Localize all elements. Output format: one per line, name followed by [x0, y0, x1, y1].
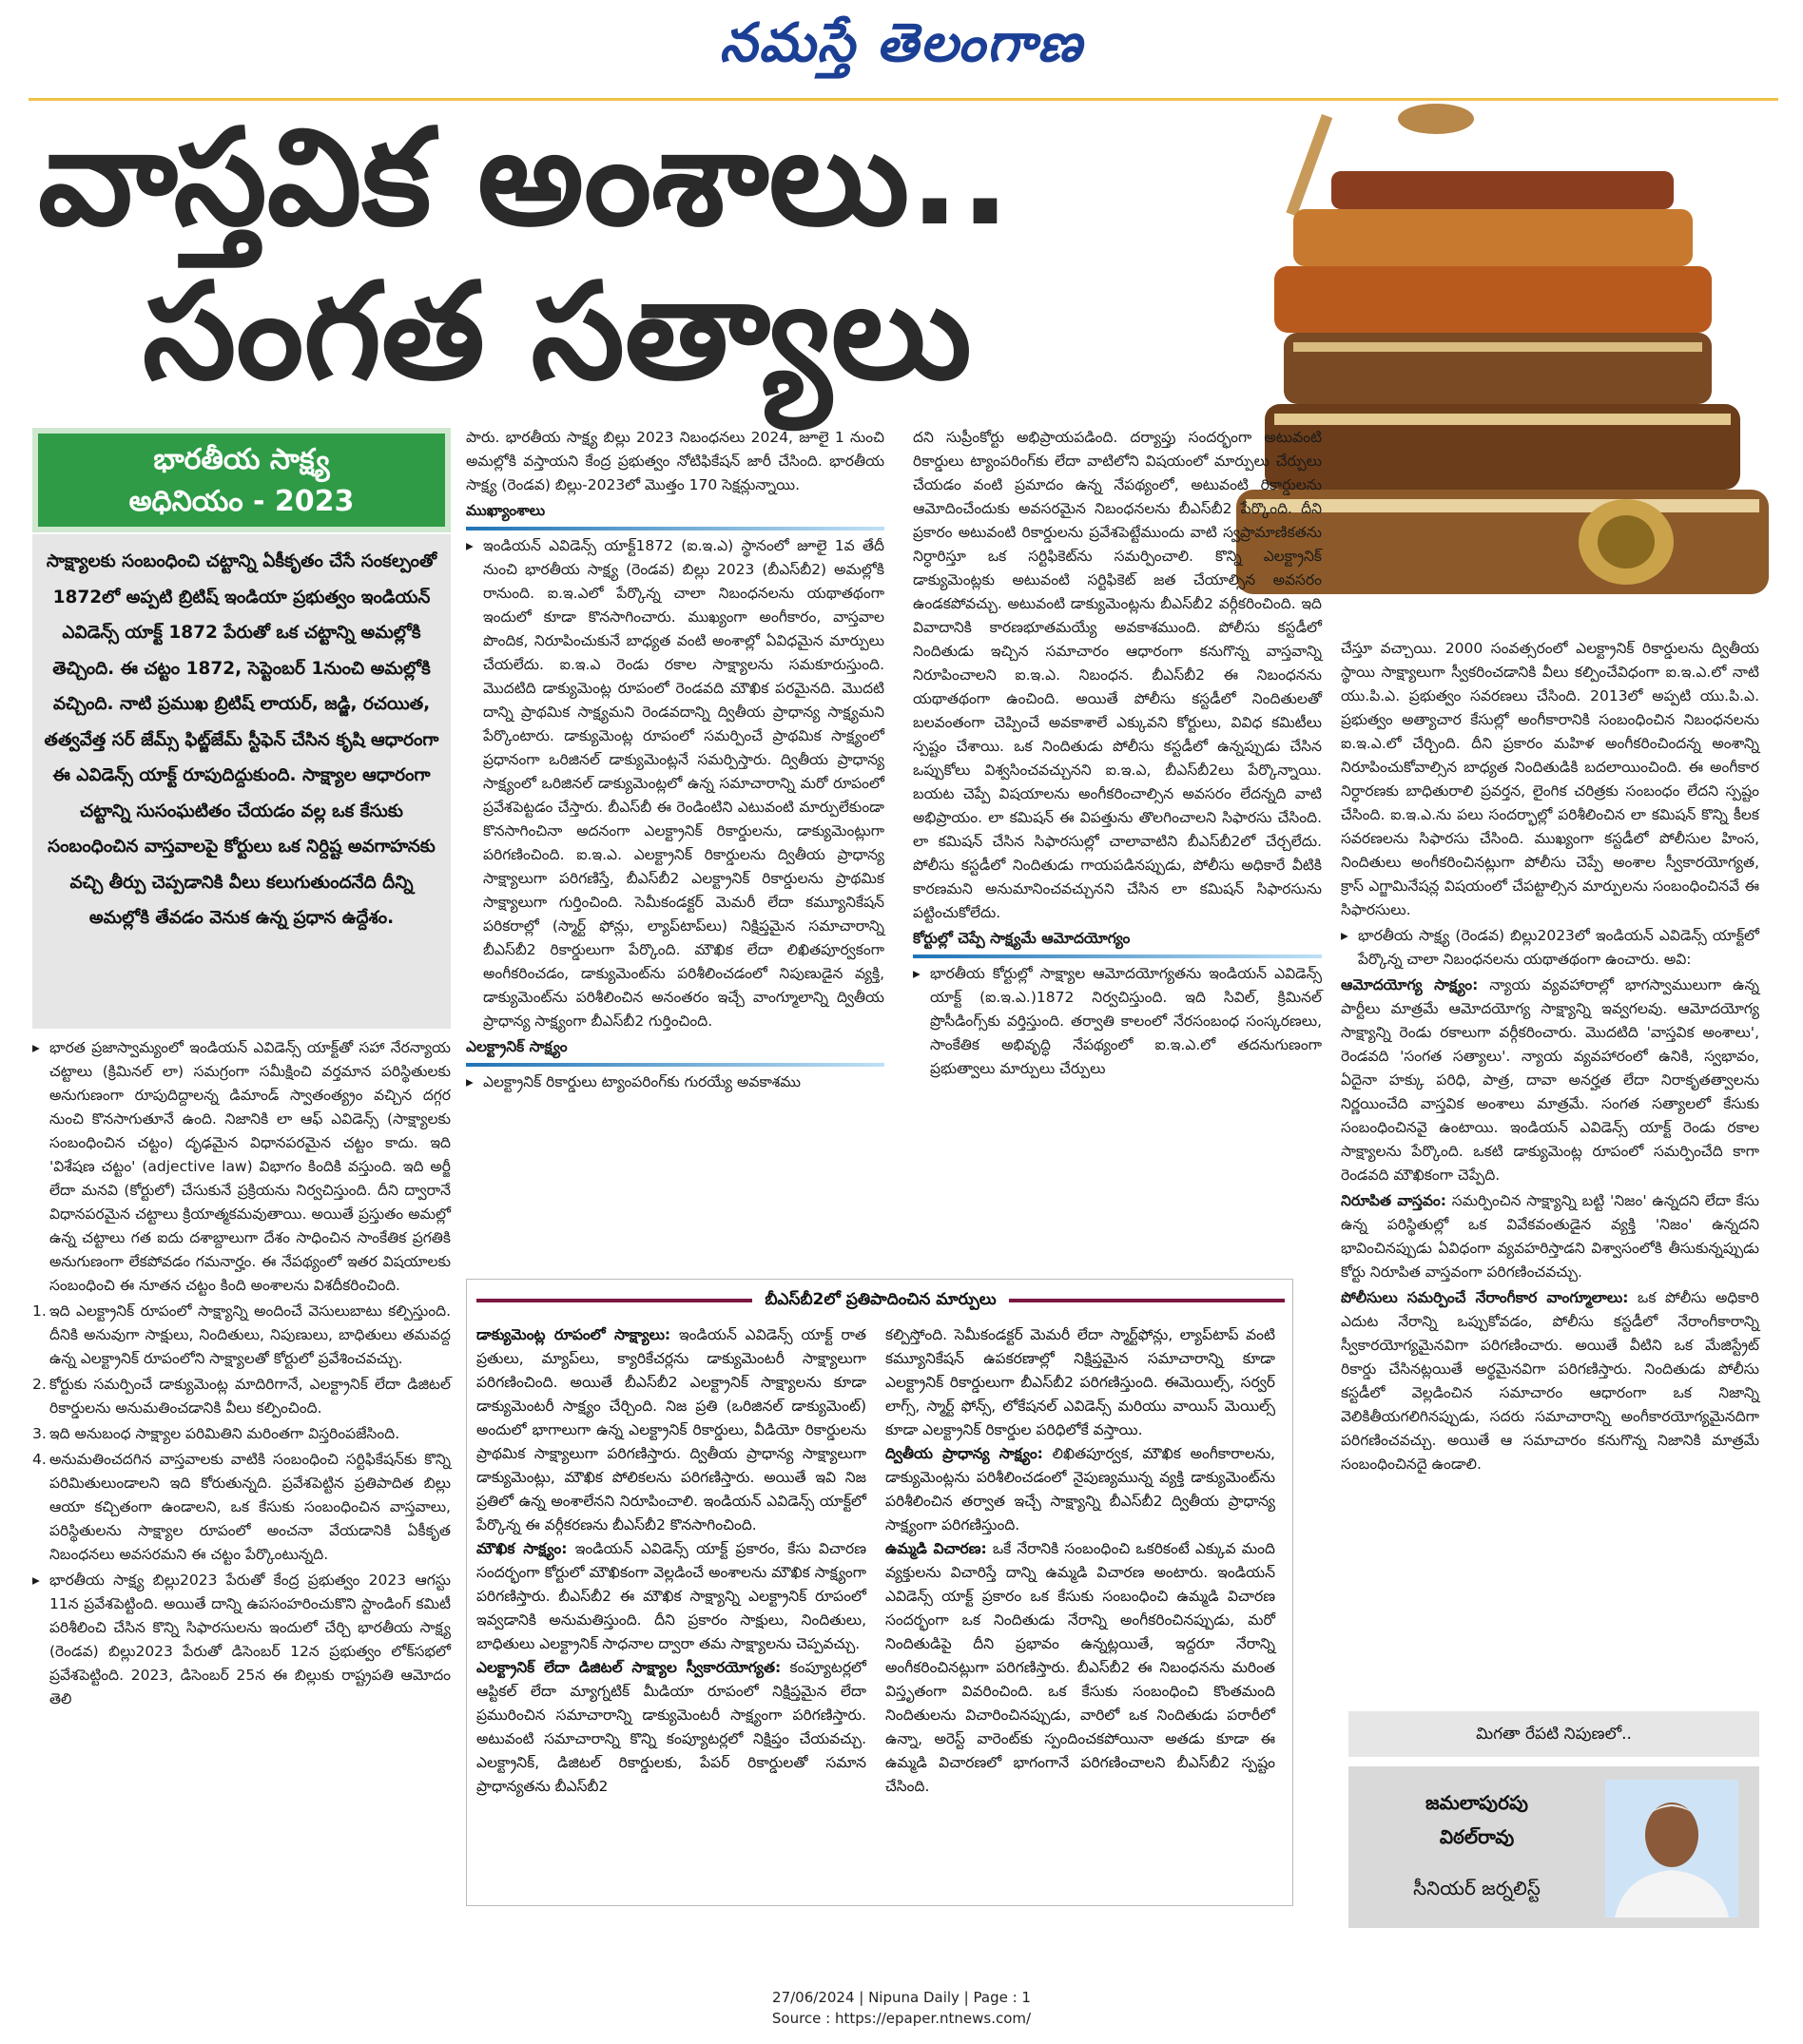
term-label: నిరూపిత వాస్తవం:	[1341, 1192, 1446, 1209]
paragraph	[885, 1537, 1275, 1799]
paragraph: ఇండియన్ ఎవిడెన్స్ యాక్ట్1872 (ఐ.ఇ.ఎ) స్థానంలో జూలై 1వ తేదీ నుంచి భారతీయ సాక్ష్య (రెండవ) బిల్లు 2023 (బీఎస్‌బీ2) అమల్లోకి రానుంది. ఐ.ఇ.ఎలో పేర్కొన్న చాలా నిబంధనలను యథాతథంగా ఇందులో కూడా కొనసాగించారు. ముఖ్యంగా అంగీకారం, వాస్తవాల పొందిక, నిరూపించుకునే బాధ్యత వంటి అంశాల్లో ఏవిధమైన మార్పులు చేయలేదు. ఐ.ఇ.ఎ రెండు రకాల సాక్ష్యాలను సమకూరుస్తుంది. మొదటిది డాక్యుమెంట్ల రూపంలో రెండవది మౌఖిక పరమైనది. మొదటి దాన్ని ప్రాథమిక సాక్ష్యమని రెండవదాన్ని ద్వితీయ ప్రాధాన్య సాక్ష్యమని పేర్కొంటారు. డాక్యుమెంట్ల రూపంలో సమర్పించే ప్రాథమిక సాక్ష్యంలో ప్రధానంగా ఒరిజినల్ డాక్యుమెంట్లనే సమర్పిస్తారు. ద్వితీయ ప్రాధాన్య సాక్ష్యంలో ఒరిజినల్ డాక్యుమెంట్లలో ఉన్న సమాచారాన్ని మరో రూపంలో ప్రవేశపెట్టడం చేస్తారు. బీఎస్‌బీ ఈ రెండింటిని ఎటువంటి మార్పులేకుండా కొనసాగించినా అదనంగా ఎలక్ట్రానిక్ రికార్డులను, డాక్యుమెంట్లుగా పరిగణించింది. ఐ.ఇ.ఎ. ఎలక్ట్రానిక్ రికార్డులను ద్వితీయ ప్రాధాన్య సాక్ష్యాలుగా పరిగణిస్తే, బీఎస్‌బీ2 ఎలక్ట్రానిక్ రికార్డులను ప్రాథమిక సాక్ష్యాలుగా గుర్తించింది. సెమీకండక్టర్ మెమరీ లేదా కమ్యూనికేషన్ పరికరాల్లో (స్మార్ట్ ఫోన్లు, ల్యాప్‌టాప్‌లు) నిక్షిప్తమైన సమాచారాన్ని బీఎస్‌బీ2 రికార్డులుగా పేర్కొంది. మౌఖిక లేదా లిఖితపూర్వకంగా అంగీకరించడం, డాక్యుమెంట్‌ను పరిశీలించడంలో నిపుణుడైన వ్యక్తి, డాక్యుమెంట్‌ను పరిశీలించిన అనంతరం ఇచ్చే వాంగ్మూలాన్ని ద్వితీయ ప్రాధాన్య సాక్ష్యంగా బీఎస్‌బీ2 గుర్తించింది.	[483, 537, 884, 1030]
list-item	[32, 1448, 451, 1567]
term-text: లిఖితపూర్వక, మౌఖిక అంగీకారాలను, డాక్యుమెంట్లను పరిశీలించడంలో నైపుణ్యమున్న వ్యక్తి డాక్యుమెంట్‌ను పరిశీలించిన తర్వాత ఇచ్చే సాక్ష్యాన్ని బీఎస్‌బీ2 ద్వితీయ ప్రాధాన్య సాక్ష్యంగా పరిగణిస్తుంది.	[885, 1445, 1275, 1533]
list-item	[32, 1569, 451, 1711]
term-label: ఉమ్మడి విచారణ:	[885, 1540, 987, 1557]
subheading-rule	[466, 527, 884, 530]
author-name-line-1: జమలాపురపు	[1425, 1791, 1528, 1814]
list-item	[466, 534, 884, 1033]
column-3	[913, 426, 1322, 1083]
subheading-rule	[913, 955, 1322, 958]
list-item	[913, 962, 1322, 1081]
continued-notice: మిగతా రేపటి నిపుణలో..	[1348, 1711, 1759, 1757]
list-item	[32, 1422, 451, 1446]
headline-line-2: సంగత సత్యాలు	[143, 255, 972, 410]
list-item	[32, 1036, 451, 1298]
list-item	[32, 1300, 451, 1371]
item-number: 2.	[32, 1376, 47, 1393]
proposed-changes-box	[466, 1279, 1293, 1906]
paragraph	[1341, 1286, 1759, 1476]
term-text: ఇండియన్ ఎవిడెన్స్ యాక్ట్ రాత ప్రతులు, మ్యాప్‌లు, క్యారికేచర్లను డాక్యుమెంటరీ సాక్ష్యాలుగా పరిగణించింది. అయితే బీఎస్‌బీ2 ఎలక్ట్రానిక్ సాక్ష్యాలను కూడా డాక్యుమెంటరీ సాక్ష్యం చేర్చింది. నిజ ప్రతి (ఒరిజినల్ డాక్యుమెంట్) అందులో భాగాలుగా ఉన్న ఎలక్ట్రానిక్ రికార్డులు, వీడియో రికార్డులను ప్రాథమిక సాక్ష్యాలుగా పరిగణిస్తారు. ద్వితీయ ప్రాధాన్య సాక్ష్యాలుగా డాక్యుమెంట్లు, మౌఖిక పోలికలను పరిగణిస్తారు. అయితే ఇవి నిజ ప్రతిలో ఉన్న అంశాలేనని నిరూపించాలి. ఇండియన్ ఎవిడెన్స్ యాక్ట్‌లో పేర్కొన్న ఈ వర్గీకరణను బీఎస్‌బీ2 కొనసాగించింది.	[476, 1326, 866, 1533]
item-number: 1.	[32, 1302, 47, 1320]
section-heading-line-2: అధినియం - 2023	[128, 485, 355, 518]
term-label: పోలీసులు సమర్పించే నేరాంగీకార వాంగ్మూలాలు:	[1341, 1289, 1629, 1306]
term-label: మౌఖిక సాక్ష్యం:	[476, 1540, 568, 1557]
intro-summary: సాక్ష్యాలకు సంబంధించి చట్టాన్ని ఏకీకృతం చేసే సంకల్పంతో 1872లో అప్పటి బ్రిటిష్ ఇండియా ప్రభుత్వం ఇండియన్ ఎవిడెన్స్ యాక్ట్ 1872 పేరుతో ఒక చట్టాన్ని అమల్లోకి తెచ్చింది. ఈ చట్టం 1872, సెప్టెంబర్ 1నుంచి అమల్లోకి వచ్చింది. నాటి ప్రముఖ బ్రిటిష్ లాయర్, జడ్జి, రచయిత, తత్వవేత్త సర్ జేమ్స్ ఫిట్జ్‌జేమ్ స్టీఫెన్ చేసిన కృషి ఆధారంగా ఈ ఎవిడెన్స్ యాక్ట్ రూపుదిద్దుకుంది. సాక్ష్యాల ఆధారంగా చట్టాన్ని సుసంఘటితం చేయడం వల్ల ఒక కేసుకు సంబంధించిన వాస్తవాలపై కోర్టులు ఒక నిర్దిష్ట అవగాహనకు వచ్చి తీర్పు చెప్పడానికి వీలు కలుగుతుందనేది దీన్ని అమల్లోకి తేవడం వెనుక ఉన్న ప్రధాన ఉద్దేశం.	[32, 534, 451, 1029]
column-4	[1341, 637, 1759, 1478]
term-text: ఇండియన్ ఎవిడెన్స్ యాక్ట్ ప్రకారం, కేసు విచారణ సందర్భంగా కోర్టులో మౌఖికంగా వెల్లడించే అంశాలను మౌఖిక సాక్ష్యంగా పరిగణిస్తారు. బీఎస్‌బీ2 ఈ మౌఖిక సాక్ష్యాన్ని ఎలక్ట్రానిక్ రూపంలో ఇవ్వడానికి అనుమతిస్తుంది. దీని ప్రకారం సాక్షులు, నిందితులు, బాధితులు ఎలక్ట్రానిక్ సాధనాల ద్వారా తమ సాక్ష్యాలను చెప్పవచ్చు.	[476, 1540, 867, 1652]
term-text: ఒకే నేరానికి సంబంధించి ఒకరికంటే ఎక్కువ మంది వ్యక్తులను విచారిస్తే దాన్ని ఉమ్మడి విచారణ అంటారు. ఇండియన్ ఎవిడెన్స్ యాక్ట్ ప్రకారం ఒక కేసుకు సంబంధించి ఉమ్మడి విచారణ సందర్భంగా ఒక నిందితుడు నేరాన్ని అంగీకరించినప్పుడు, మరో నిందితుడిపై దీని ప్రభావం ఉన్నట్లయితే, ఇద్దరూ నేరాన్ని అంగీకరించినట్లుగా పరిగణిస్తారు. బీఎస్‌బీ2 ఈ నిబంధనను మరింత విస్తృతంగా వివరించింది. ఒక కేసుకు సంబంధించి కొంతమంది నిందితులను విచారించినప్పుడు, వారిలో ఒక నిందితుడు పరారీలో ఉన్నా, అరెస్ట్ వారెంట్‌కు స్పందించకపోయినా అతడు కూడా ఈ ఉమ్మడి విచారణలో భాగంగానే పరిగణించాలని బీఎస్‌బీ2 స్పష్టం చేసింది.	[885, 1540, 1275, 1795]
paragraph	[1341, 974, 1759, 1187]
list-item	[32, 1373, 451, 1420]
author-name	[1367, 1785, 1586, 1854]
paragraph	[476, 1323, 866, 1537]
paragraph: దని సుప్రీంకోర్టు అభిప్రాయపడింది. దర్యాప్తు సందర్భంగా అటువంటి రికార్డులు ట్యాంపరింగ్‌కు లేదా వాటిలోని విషయంలో మార్పులు చేర్పులు చేయడం వంటి ప్రమాదం ఉన్న నేపథ్యంలో, అటువంటి రికార్డులను ఆమోదించేందుకు అవసరమైన నిబంధనలను బీఎస్‌బీ2 పేర్కొంది. దీని ప్రకారం అటువంటి రికార్డులను ప్రవేశపెట్టేముందు వాటి స్వప్రామాణికతను నిర్ధారిస్తూ ఒక సర్టిఫికెట్‌ను సమర్పించాలి. కొన్ని ఎలక్ట్రానిక్ డాక్యుమెంట్లకు అటువంటి సర్టిఫికెట్ జత చేయాల్సిన అవసరం ఉండకపోవచ్చు. అటువంటి డాక్యుమెంట్లను బీఎస్‌బీ2 వర్గీకరించింది. ఇది వివాదానికి కారణభూతమయ్యే అవకాశముంది. పోలీసు కస్టడీలో నిందితుడు ఇచ్చిన సమాచారం ఆధారంగా కనుగొన్న వాస్తవాన్ని నిరూపించాలని ఐ.ఇ.ఎ. నిబంధన. బీఎస్‌బీ2 ఈ నిబంధనను యథాతథంగా ఉంచింది. అయితే పోలీసు కస్టడీలో నిందితులతో బలవంతంగా చెప్పించే అవకాశాలే ఎక్కువని కోర్టులు, వివిధ కమిటీలు స్పష్టం చేశాయి. ఒక నిందితుడు పోలీసు కస్టడీలో ఉన్నప్పుడు చేసిన ఒప్పుకోలు విశ్వసించవచ్చునని ఐ.ఇ.ఎ, బీఎస్‌బీ2లు పేర్కొన్నాయి. బయట చెప్పే విషయాలను అంగీకరించాల్సిన అవసరం లేదన్నది వాటి అభిప్రాయం. లా కమిషన్ ఈ విపత్తును తొలగించాలని సిఫారసు చేసింది. లా కమిషన్ చేసిన సిఫారసుల్లో చాలావాటిని బీఎస్‌బీ2లో చేర్చలేదు. పోలీసు కస్టడీలో నిందితుడు గాయపడినప్పుడు, పోలీసు అధికారే వీటికి కారణమని అనుమానించవచ్చునని చేసిన లా కమిషన్ సిఫారసును పట్టించుకోలేదు.	[913, 429, 1322, 921]
paragraph: కోర్టుకు సమర్పించే డాక్యుమెంట్ల మాదిరిగానే, ఎలక్ట్రానిక్ లేదా డిజిటల్ రికార్డులను అనుమతించడానికి వీలు కల్పించింది.	[49, 1376, 451, 1417]
term-label: ఎలక్ట్రానిక్ లేదా డిజిటల్ సాక్ష్యాల స్వీకారయోగ్యత:	[476, 1659, 782, 1676]
author-name-line-2: విఠల్‌రావు	[1439, 1825, 1515, 1848]
page-footer	[0, 1987, 1803, 2029]
subheading-electronic-evidence: ఎలక్ట్రానిక్ సాక్ష్యం	[466, 1038, 568, 1055]
section-heading-line-1: భారతీయ సాక్ష్య	[153, 443, 330, 476]
subheading-highlights: ముఖ్యాంశాలు	[466, 502, 546, 519]
footer-source-line: Source : https://epaper.ntnews.com/	[771, 2010, 1032, 2027]
column-1	[32, 1036, 451, 1713]
paragraph	[885, 1442, 1275, 1537]
paragraph: భారత ప్రజాస్వామ్యంలో ఇండియన్ ఎవిడెన్స్ యాక్ట్‌తో సహా నేరన్యాయ చట్టాలు (క్రిమినల్ లా) సమగ్రంగా సమీక్షించి వర్తమాన పరిస్థితులకు అనుగుణంగా రూపుదిద్దాలన్న డిమాండ్ స్వాతంత్య్రం వచ్చిన దగ్గర నుంచి కొనసాగుతూనే ఉంది. నిజానికి లా ఆఫ్ ఎవిడెన్స్ (సాక్ష్యాలకు సంబంధించిన చట్టం) దృఢమైన విధానపరమైన చట్టం కాదు. ఇది 'విశేషణ చట్టం' (adjective law) విభాగం కిందికి వస్తుంది. ఇది అర్జీ లేదా మనవి (కోర్టులో) చేసుకునే ప్రక్రియను నిర్వచిస్తుంది. దీని ద్వారానే విధానపరమైన చట్టాలు క్రియాత్మకమవుతాయి. అయితే ప్రస్తుతం అమల్లో ఉన్న చట్టాలు గత ఐదు దశాబ్దాలుగా దేశం సాధించిన సాంకేతిక ప్రగతికి అనుగుణంగా లేకపోవడం గమనార్హం. ఈ నేపథ్యంలో ఇతర విషయాలకు సంబంధించి ఈ నూతన చట్టం కింది అంశాలను విశదీకరించింది.	[49, 1039, 451, 1294]
paragraph: చేస్తూ వచ్చాయి. 2000 సంవత్సరంలో ఎలక్ట్రానిక్ రికార్డులను ద్వితీయ స్థాయి సాక్ష్యాలుగా స్వీకరించడానికి వీలు కల్పించేవిధంగా ఐ.ఇ.ఎ.లో నాటి యు.పి.ఎ. ప్రభుత్వం సవరణలు చేసింది. 2013లో అప్పటి యు.పి.ఎ. ప్రభుత్వం అత్యాచార కేసుల్లో అంగీకారానికి సంబంధించిన నిబంధనలను ఐ.ఇ.ఎ.లో చేర్చింది. దీని ప్రకారం మహిళ అంగీకరించిందన్న అంశాన్ని నిరూపించుకోవాల్సిన బాధ్యత నిందితుడికి బదలాయించింది. ఈ అంగీకార నిర్ధారణకు బాధితురాలి ప్రవర్తన, లైంగిక చరిత్రకు సంబంధం లేదని స్పష్టం చేసింది. ఐ.ఇ.ఎ.ను పలు సందర్భాల్లో పరిశీలించిన లా కమిషన్ కొన్ని కీలక సవరణలను సిఫారసు చేసింది. ముఖ్యంగా కస్టడీలో పోలీసుల హింస, నిందితులు అంగీకరించినట్లుగా పోలీసు చెప్పే అంశాల స్వీకారయోగ్యత, క్రాస్ ఎగ్జామినేషన్ల విషయంలో చేపట్టాల్సిన మార్పులను సంబంధించినవే ఈ సిఫారసులు.	[1341, 640, 1759, 918]
paragraph: పారు. భారతీయ సాక్ష్య బిల్లు 2023 నిబంధనలు 2024, జూలై 1 నుంచి అమల్లోకి వస్తాయని కేంద్ర ప్రభుత్వం నోటిఫికేషన్ జారీ చేసింది. భారతీయ సాక్ష్య (రెండవ) బిల్లు-2023లో మొత్తం 170 సెక్షన్లున్నాయి.	[466, 429, 884, 493]
term-label: ఆమోదయోగ్య సాక్ష్యం:	[1341, 976, 1479, 993]
headline-line-1: వాస్తవిక అంశాలు..	[38, 101, 1011, 256]
bullet-icon: ▸	[466, 1073, 474, 1090]
box-title-band	[467, 1280, 1294, 1318]
paragraph: కల్పిస్తోంది. సెమీకండక్టర్ మెమరీ లేదా స్మార్ట్‌ఫోన్లు, ల్యాప్‌టాప్ వంటి కమ్యూనికేషన్ ఉపకరణాల్లో నిక్షిప్తమైన సమాచారాన్ని కూడా ఎలక్ట్రానిక్ రికార్డులుగా బీఎస్‌బీ2 పరిగణిస్తుంది. ఈమెయిల్స్, సర్వర్ లాగ్స్, స్మార్ట్ ఫోన్స్, లోకేషనల్ ఎవిడెన్స్ మరియు వాయిస్ మెయిల్స్ కూడా ఎలక్ట్రానిక్ రికార్డుల పరిధిలోకే వస్తాయి.	[885, 1326, 1275, 1438]
paragraph	[476, 1656, 866, 1799]
term-label: ద్వితీయ ప్రాధాన్య సాక్ష్యం:	[885, 1445, 1043, 1462]
list-item	[1341, 924, 1759, 972]
bullet-icon: ▸	[466, 537, 474, 554]
paragraph: ఇది అనుబంధ సాక్ష్యాల పరిమితిని మరింతగా విస్తరింపజేసింది.	[49, 1425, 400, 1442]
paragraph	[476, 1537, 866, 1656]
masthead	[0, 0, 1803, 100]
paragraph: భారతీయ కోర్టుల్లో సాక్ష్యాల ఆమోదయోగ్యతను ఇండియన్ ఎవిడెన్స్ యాక్ట్ (ఐ.ఇ.ఎ.)1872 నిర్వచిస్తుంది. ఇది సివిల్, క్రిమినల్ ప్రొసీడింగ్స్‌కు వర్తిస్తుంది. తర్వాతి కాలంలో నేరసంబంధ సంస్కరణలు, సాంకేతిక అభివృద్ధి నేపథ్యంలో ఐ.ఇ.ఎ.లో తదనుగుణంగా ప్రభుత్వాలు మార్పులు చేర్పులు	[930, 965, 1322, 1077]
list-item	[466, 1070, 884, 1094]
box-title: బీఎస్‌బీ2లో ప్రతిపాదించిన మార్పులు	[752, 1285, 1009, 1314]
term-text: న్యాయ వ్యవహారాల్లో భాగస్వాములుగా ఉన్న పార్టీలు మాత్రమే ఆమోదయోగ్య సాక్ష్యాన్ని ఇవ్వగలవు. ఆమోదయోగ్య సాక్ష్యాన్ని రెండు రకాలుగా వర్గీకరించారు. మొదటిది 'వాస్తవిక అంశాలు', రెండవది 'సంగత సత్యాలు'. న్యాయ వ్యవహారంలో ఉనికి, స్వభావం, ఏదైనా హక్కు పరిధి, పాత్ర, దావా అనర్హత లేదా నిరాకృతత్వాలను నిర్ణయించేది వాస్తవిక అంశాలు మాత్రమే. సంగత సత్యాలలో కేసుకు సంబంధించినవై ఉంటాయి. ఇండియన్ ఎవిడెన్స్ యాక్ట్ రెండు రకాల సాక్ష్యాలను పేర్కొంది. ఒకటి డాక్యుమెంట్ల రూపంలో సమర్పించేది కాగా రెండవది మౌఖికంగా చెప్పేది.	[1341, 976, 1759, 1184]
author-role: సీనియర్ జర్నలిస్ట్	[1413, 1877, 1541, 1899]
bullet-icon: ▸	[913, 965, 921, 982]
item-number: 4.	[32, 1451, 47, 1468]
subheading-admissibility: కోర్టుల్లో చెప్పే సాక్ష్యమే ఆమోదయోగ్యం	[913, 930, 1131, 947]
paragraph: భారతీయ సాక్ష్య (రెండవ) బిల్లు2023లో ఇండియన్ ఎవిడెన్స్ యాక్ట్‌లో పేర్కొన్న చాలా నిబంధనలను యథాతథంగా ఉంచారు. అవి:	[1358, 927, 1759, 968]
box-column-1	[476, 1323, 866, 1799]
bullet-icon: ▸	[32, 1572, 40, 1589]
term-text: సమర్పించిన సాక్ష్యాన్ని బట్టి 'నిజం' ఉన్నదని లేదా కేసు ఉన్న పరిస్థితుల్లో ఒక వివేకవంతుడైన వ్యక్తి 'నిజం' ఉన్నదని భావించినప్పుడు ఏవిధంగా వ్యవహరిస్తాడని విశ్వాసంలోకి తీసుకున్నప్పుడు కోర్టు నిరూపిత వాస్తవంగా పరిగణించవచ్చు.	[1341, 1192, 1759, 1281]
item-number: 3.	[32, 1425, 47, 1442]
paragraph	[1341, 1189, 1759, 1284]
newspaper-logo: నమస్తే తెలంగాణ	[719, 11, 1084, 74]
author-box	[1348, 1766, 1759, 1928]
paragraph: ఎలక్ట్రానిక్ రికార్డులు ట్యాంపరింగ్‌కు గురయ్యే అవకాశము	[483, 1073, 802, 1090]
paragraph: భారతీయ సాక్ష్య బిల్లు2023 పేరుతో కేంద్ర ప్రభుత్వం 2023 ఆగస్టు 11న ప్రవేశపెట్టింది. అయితే దాన్ని ఉపసంహరించుకొని స్టాండింగ్ కమిటీ పరిశీలించి చేసిన కొన్ని సిఫారసులను ఇందులో చేర్చి భారతీయ సాక్ష్య (రెండవ) బిల్లు2023 పేరుతో డిసెంబర్ 12న ప్రభుత్వం లోక్‌సభలో ప్రవేశపెట్టింది. 2023, డిసెంబర్ 25న ఈ బిల్లుకు రాష్ట్రపతి ఆమోదం తెలి	[49, 1572, 451, 1707]
footer-date-line: 27/06/2024 | Nipuna Daily | Page : 1	[772, 1989, 1031, 2006]
term-text: ఒక పోలీసు అధికారి ఎదుట నేరాన్ని ఒప్పుకోవడం, పోలీసు కస్టడీలో నేరాంగీకారాన్ని స్వీకారయోగ్యమైనవిగా పరిగణించారు. అయితే వీటిని ఒక మేజిస్ట్రేట్ రికార్డు చేసినట్లయితే అర్థమైనవిగా పరిగణిస్తారు. నిందితుడు పోలీసు కస్టడీలో వెల్లడించిన సమాచారం ఆధారంగా ఒక నిజాన్ని వెలికితీయగలిగినప్పుడు, సదరు సమాచారాన్ని అంగీకారయోగ్యమైనదిగా పరిగణించవచ్చు. అయితే ఆ సమాచారం కనుగొన్న నిజానికి మాత్రమే సంబంధించినదై ఉండాలి.	[1341, 1289, 1759, 1473]
section-heading-box	[32, 428, 451, 532]
term-label: డాక్యుమెంట్ల రూపంలో సాక్ష్యాలు:	[476, 1326, 671, 1343]
author-photo	[1605, 1780, 1738, 1918]
bullet-icon: ▸	[32, 1039, 40, 1056]
column-2	[466, 426, 884, 1096]
paragraph: ఇది ఎలక్ట్రానిక్ రూపంలో సాక్ష్యాన్ని అందించే వెసులుబాటు కల్పిస్తుంది. దీనికి అనువుగా సాక్షులు, నిందితులు, నిపుణులు, బాధితులు తమవద్ద ఉన్న ఎలక్ట్రానిక్ రూపంలోని సాక్ష్యాలతో కోర్టులో ప్రవేశించవచ్చు.	[49, 1302, 451, 1367]
subheading-rule	[466, 1063, 884, 1067]
term-text: కంప్యూటర్లలో ఆప్టికల్ లేదా మ్యాగ్నటిక్ మీడియా రూపంలో నిక్షిప్తమైన లేదా ప్రమురించిన సమాచారాన్ని డాక్యుమెంటరీ సాక్ష్యంగా పరిగణిస్తారు. అటువంటి సమాచారాన్ని కొన్ని కంప్యూటర్లలో నిక్షిప్తం చేయవచ్చు. ఎలక్ట్రానిక్, డిజిటల్ రికార్డులకు, పేపర్ రికార్డులతో సమాన ప్రాధాన్యతను బీఎస్‌బీ2	[476, 1659, 866, 1795]
bullet-icon: ▸	[1341, 927, 1348, 944]
paragraph: అనుమతించదగిన వాస్తవాలకు వాటికి సంబంధించి సర్టిఫికేషన్‌కు కొన్ని పరిమితులుండాలని ఇది కోరుతున్నది. ప్రవేశపెట్టిన ప్రతిపాదిత బిల్లు ఆయా కచ్చితంగా ఉండాలని, ఒక కేసుకు సంబంధించిన వాస్తవాలు, పరిస్థితులను సాక్ష్యాల రూపంలో అంచనా వేయడానికి ఏకీకృత నిబంధనలు అవసరమని ఈ చట్టం పేర్కొంటున్నది.	[49, 1451, 451, 1563]
box-column-2	[885, 1323, 1275, 1799]
